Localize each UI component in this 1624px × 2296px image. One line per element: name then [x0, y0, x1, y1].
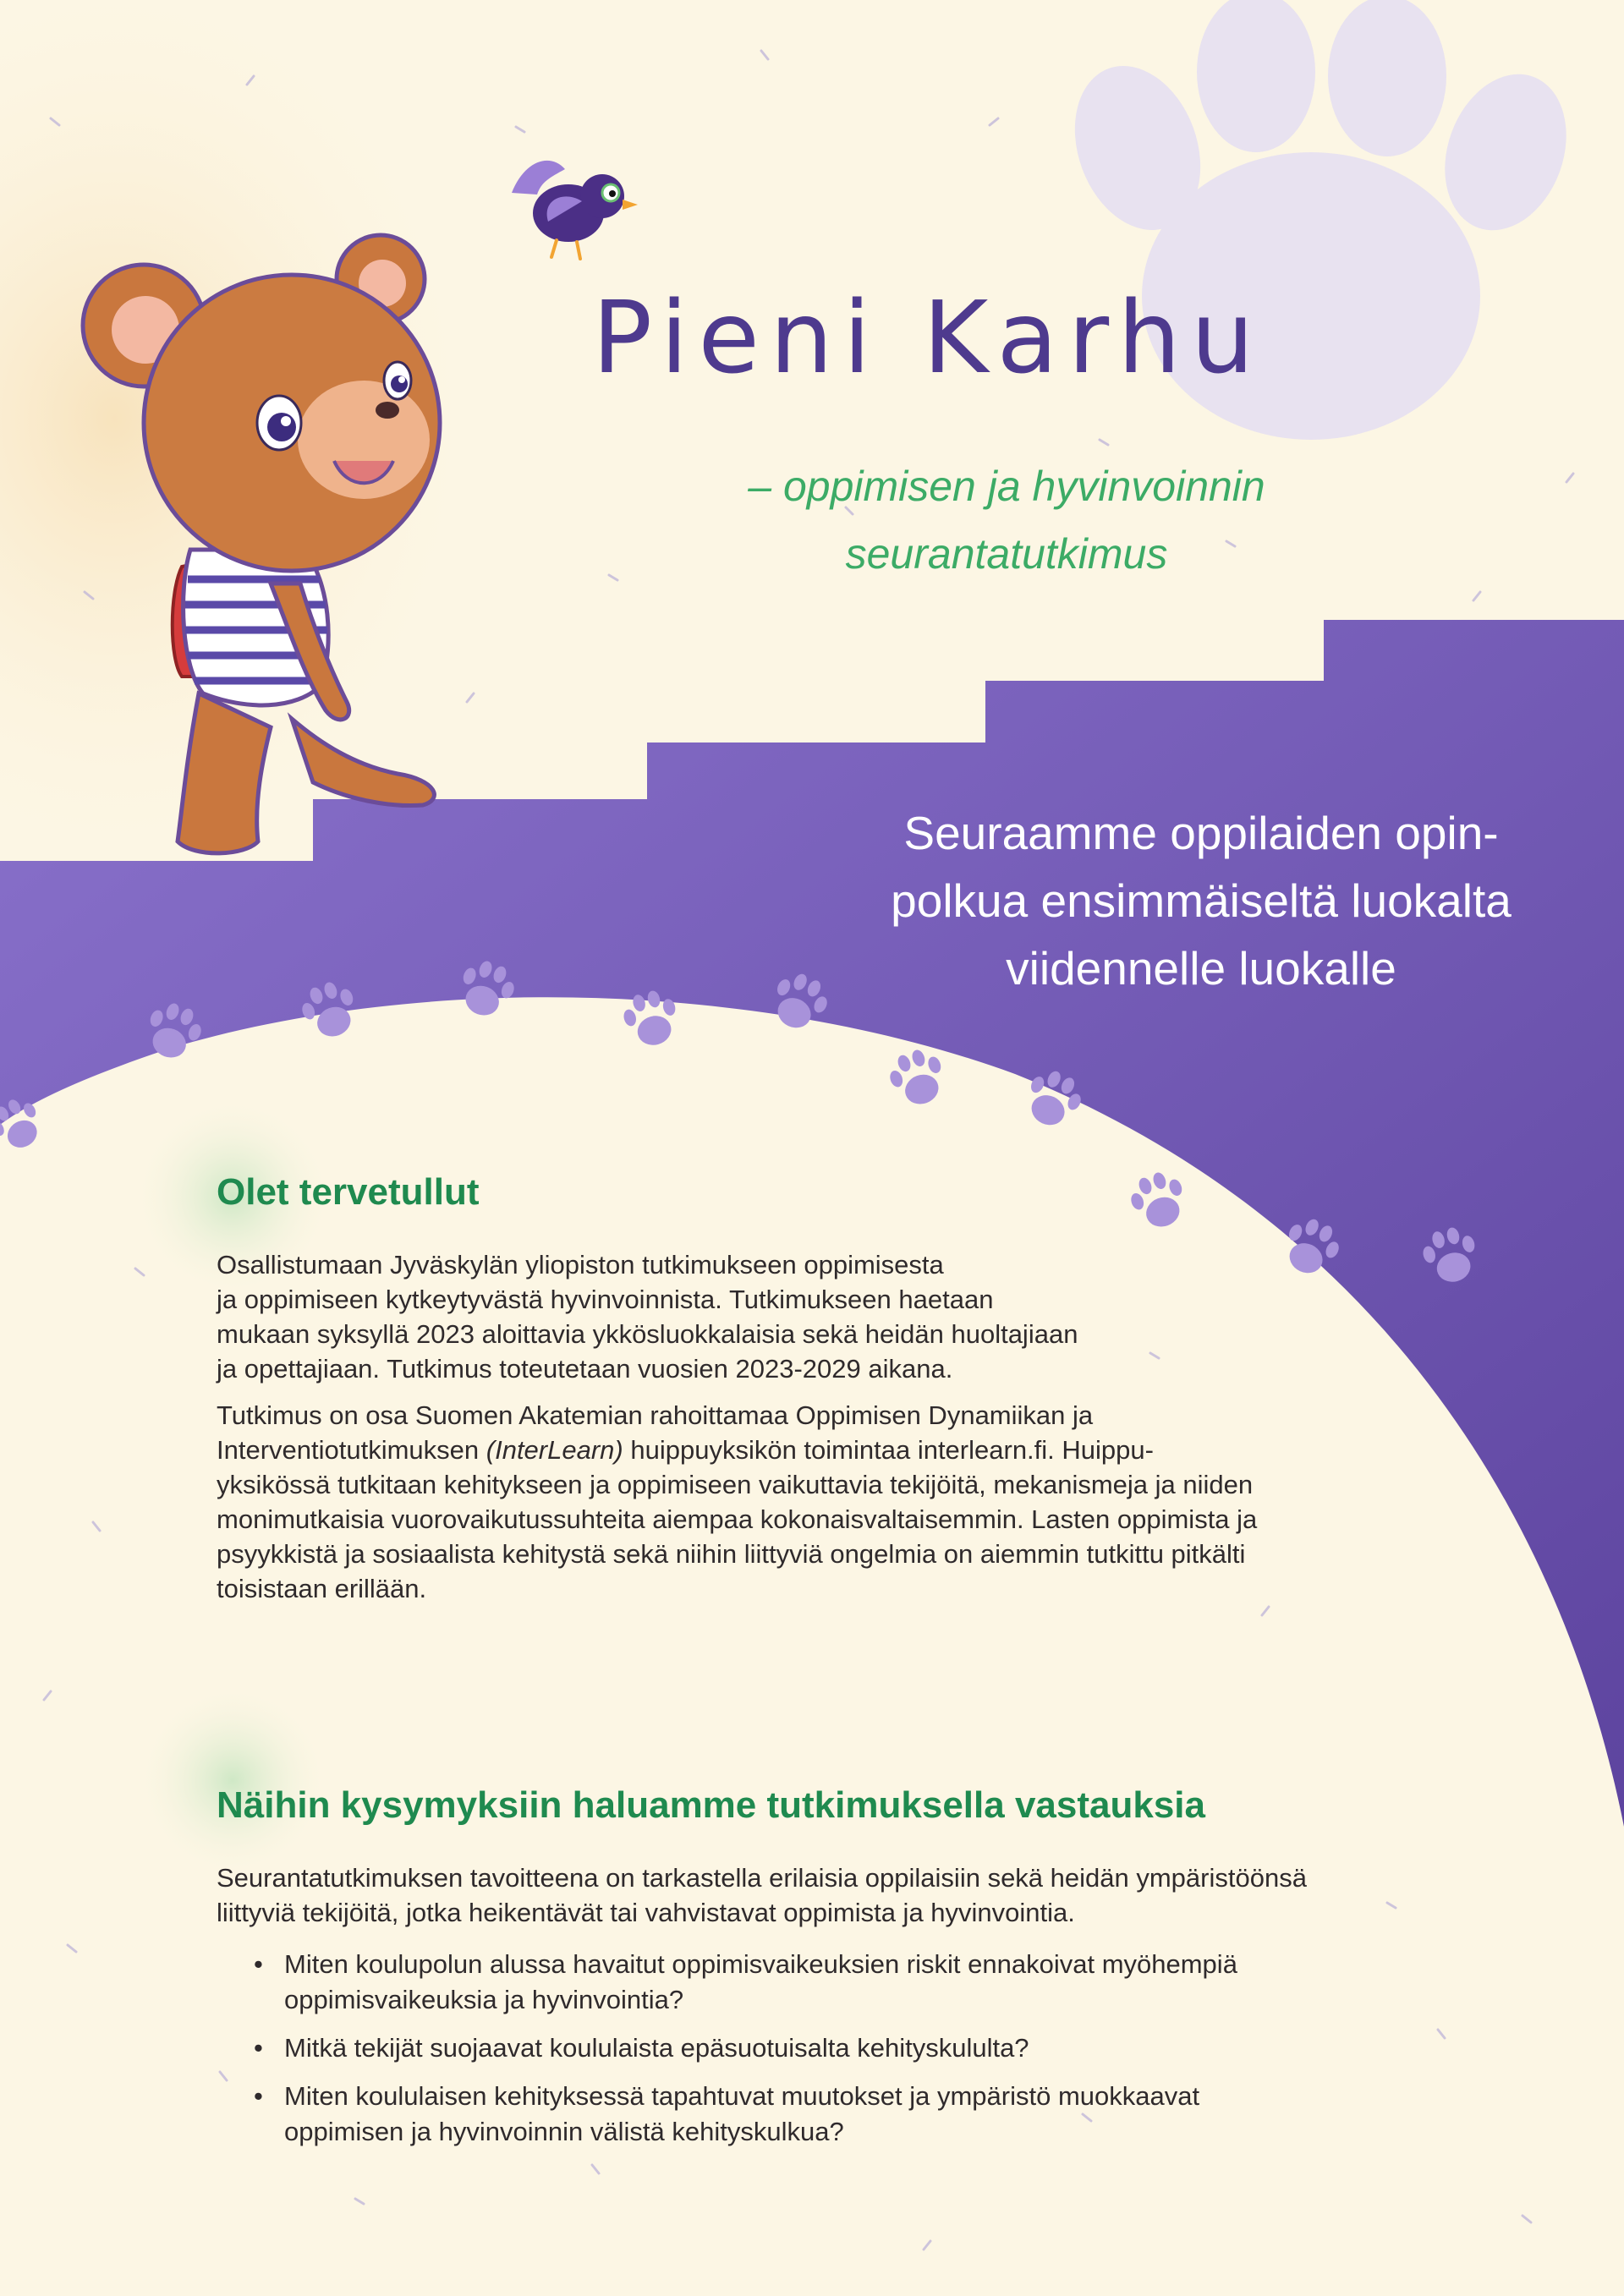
welcome-paragraph-2: Tutkimus on osa Suomen Akatemian rahoittamaa Oppimisen Dynamiikan ja Interventiotutkimuksen (InterLearn) huippuyksikön toimintaa interlearn.fi. Huippu- yksikössä tutkitaan kehitykseen ja oppimiseen vaikuttavia tekijöitä, mekanismeja ja niiden monimutkaisia vuorovaikutussuhteita aiempaa kokonaisvaltaisemmin. Lasten oppimista ja psyykkistä ja sosiaalista kehitystä sekä niihin liittyviä ongelmia on aiemmin tutkittu pitkälti toisistaan erillään. [217, 1400, 1258, 1603]
list-item: • Miten koulupolun alussa havaitut oppimisvaikeuksien riskit ennakoivat myöhempiä oppimisvaikeuksia ja hyvinvointia? [217, 1947, 1401, 2018]
subtitle-line: – oppimisen ja hyvinvoinnin [748, 463, 1265, 510]
page-subtitle [660, 452, 1353, 588]
questions-heading: Näihin kysymyksiin haluamme tutkimuksella vastauksia [217, 1784, 1205, 1826]
questions-section [217, 1784, 1401, 2162]
list-item: • Mitkä tekijät suojaavat koululaista epäsuotuisalta kehityskululta? [217, 2030, 1401, 2066]
question-list [217, 1947, 1401, 2150]
welcome-paragraph-1: Osallistumaan Jyväskylän yliopiston tutkimukseen oppimisesta ja oppimiseen kytkeytyvästä hyvinvoinnista. Tutkimukseen haetaan mukaan syksyllä 2023 aloittavia ykkösluokkalaisia sekä heidän huoltajiaan ja opettajiaan. Tutkimus toteutetaan vuosien 2023-2029 aikana. [217, 1250, 1078, 1384]
questions-intro: Seurantatutkimuksen tavoitteena on tarkastella erilaisia oppilaisiin sekä heidän ympäristöönsä liittyviä tekijöitä, jotka heikentävät tai vahvistavat oppimista ja hyvinvointia. [217, 1863, 1307, 1927]
tagline-line: viidennelle luokalle [1006, 942, 1396, 995]
welcome-section [217, 1171, 1401, 1606]
tagline-line: polkua ensimmäiseltä luokalta [891, 874, 1512, 927]
interlearn-term: (InterLearn) [486, 1435, 623, 1465]
welcome-heading: Olet tervetullut [217, 1171, 480, 1213]
subtitle-line: seurantatutkimus [845, 530, 1168, 578]
paw-print-icon [884, 1044, 952, 1111]
page-title: Pieni Karhu [592, 279, 1265, 396]
list-item: • Miten koululaisen kehityksessä tapahtuvat muutokset ja ympäristö muokkaavat oppimisen ja hyvinvoinnin välistä kehityskulkua? [217, 2079, 1401, 2150]
tagline [837, 799, 1565, 1002]
tagline-line: Seuraamme oppilaiden opin- [903, 807, 1499, 859]
